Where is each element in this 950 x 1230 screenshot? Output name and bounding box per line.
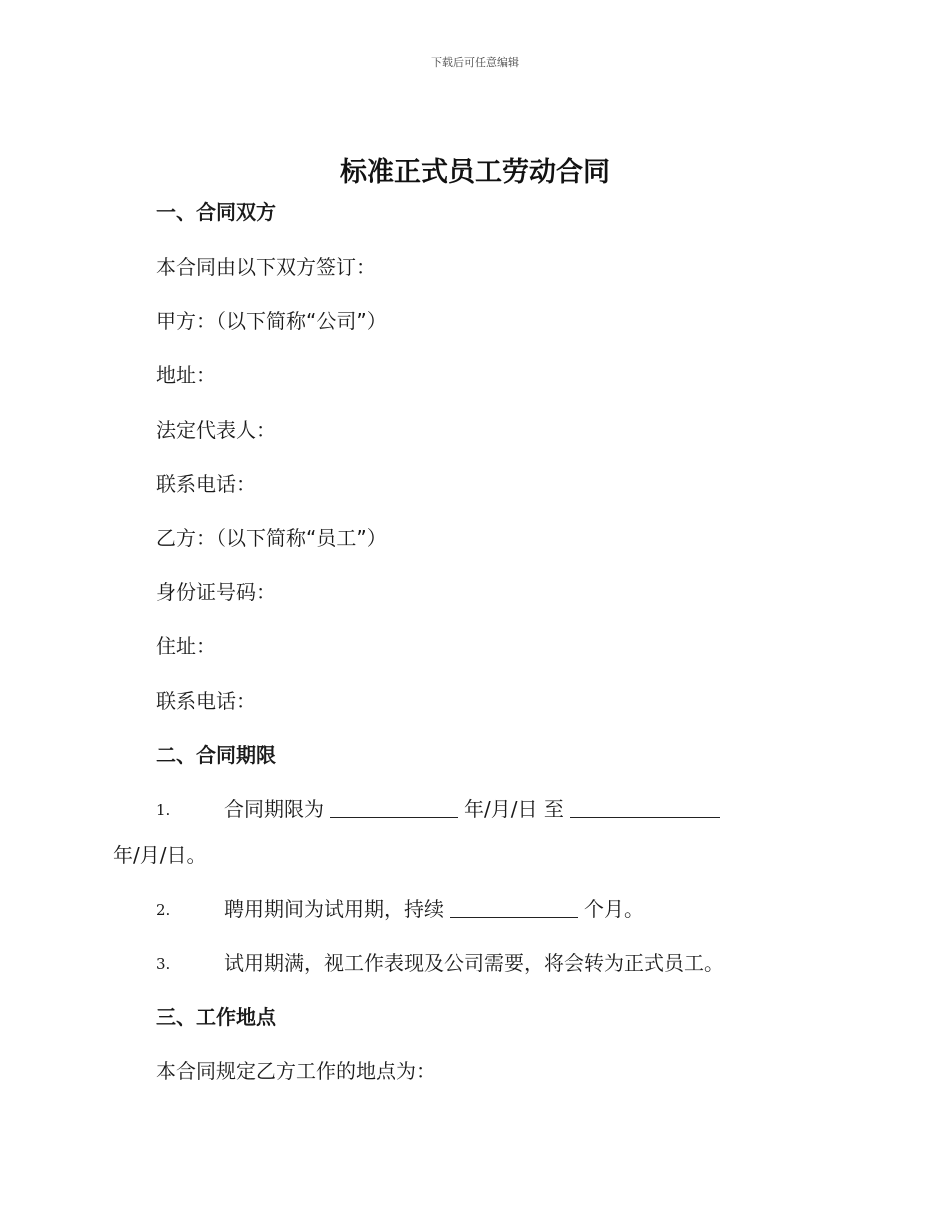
header-note: 下载后可任意编辑 bbox=[431, 56, 519, 69]
list-number: 1. bbox=[156, 801, 171, 819]
term-item-3 bbox=[156, 950, 724, 977]
term-item-1-text-before: 合同期限为 bbox=[224, 797, 324, 821]
list-number: 2. bbox=[156, 901, 171, 919]
workplace-text: 本合同规定乙方工作的地点为： bbox=[156, 1059, 436, 1083]
probation-months-blank[interactable] bbox=[450, 899, 578, 918]
parties-intro: 本合同由以下双方签订： bbox=[156, 255, 376, 279]
term-item-2 bbox=[156, 896, 644, 923]
end-date-blank[interactable] bbox=[570, 799, 720, 818]
party-b-id-number: 身份证号码： bbox=[156, 580, 276, 604]
section-heading-parties: 一、合同双方 bbox=[156, 200, 276, 224]
term-item-1-continuation: 年/月/日。 bbox=[113, 843, 207, 867]
party-b-line: 乙方：（以下简称“员工”） bbox=[156, 526, 387, 550]
term-item-1 bbox=[156, 796, 726, 823]
start-date-blank[interactable] bbox=[330, 799, 458, 818]
list-number: 3. bbox=[156, 955, 171, 973]
section-heading-term: 二、合同期限 bbox=[156, 743, 276, 767]
term-item-3-text: 试用期满，视工作表现及公司需要，将会转为正式员工。 bbox=[224, 951, 724, 975]
party-b-residence: 住址： bbox=[156, 634, 216, 658]
party-a-legal-rep: 法定代表人： bbox=[156, 418, 276, 442]
party-a-line: 甲方：（以下简称“公司”） bbox=[156, 309, 387, 333]
section-heading-workplace: 三、工作地点 bbox=[156, 1005, 276, 1029]
term-item-2-text-after: 个月。 bbox=[584, 897, 644, 921]
term-item-2-text-before: 聘用期间为试用期，持续 bbox=[224, 897, 444, 921]
party-a-phone: 联系电话： bbox=[156, 472, 256, 496]
party-b-phone: 联系电话： bbox=[156, 689, 256, 713]
document-title: 标准正式员工劳动合同 bbox=[340, 157, 610, 188]
term-item-1-text-mid: 年/月/日 至 bbox=[464, 797, 564, 821]
party-a-address: 地址： bbox=[156, 363, 216, 387]
